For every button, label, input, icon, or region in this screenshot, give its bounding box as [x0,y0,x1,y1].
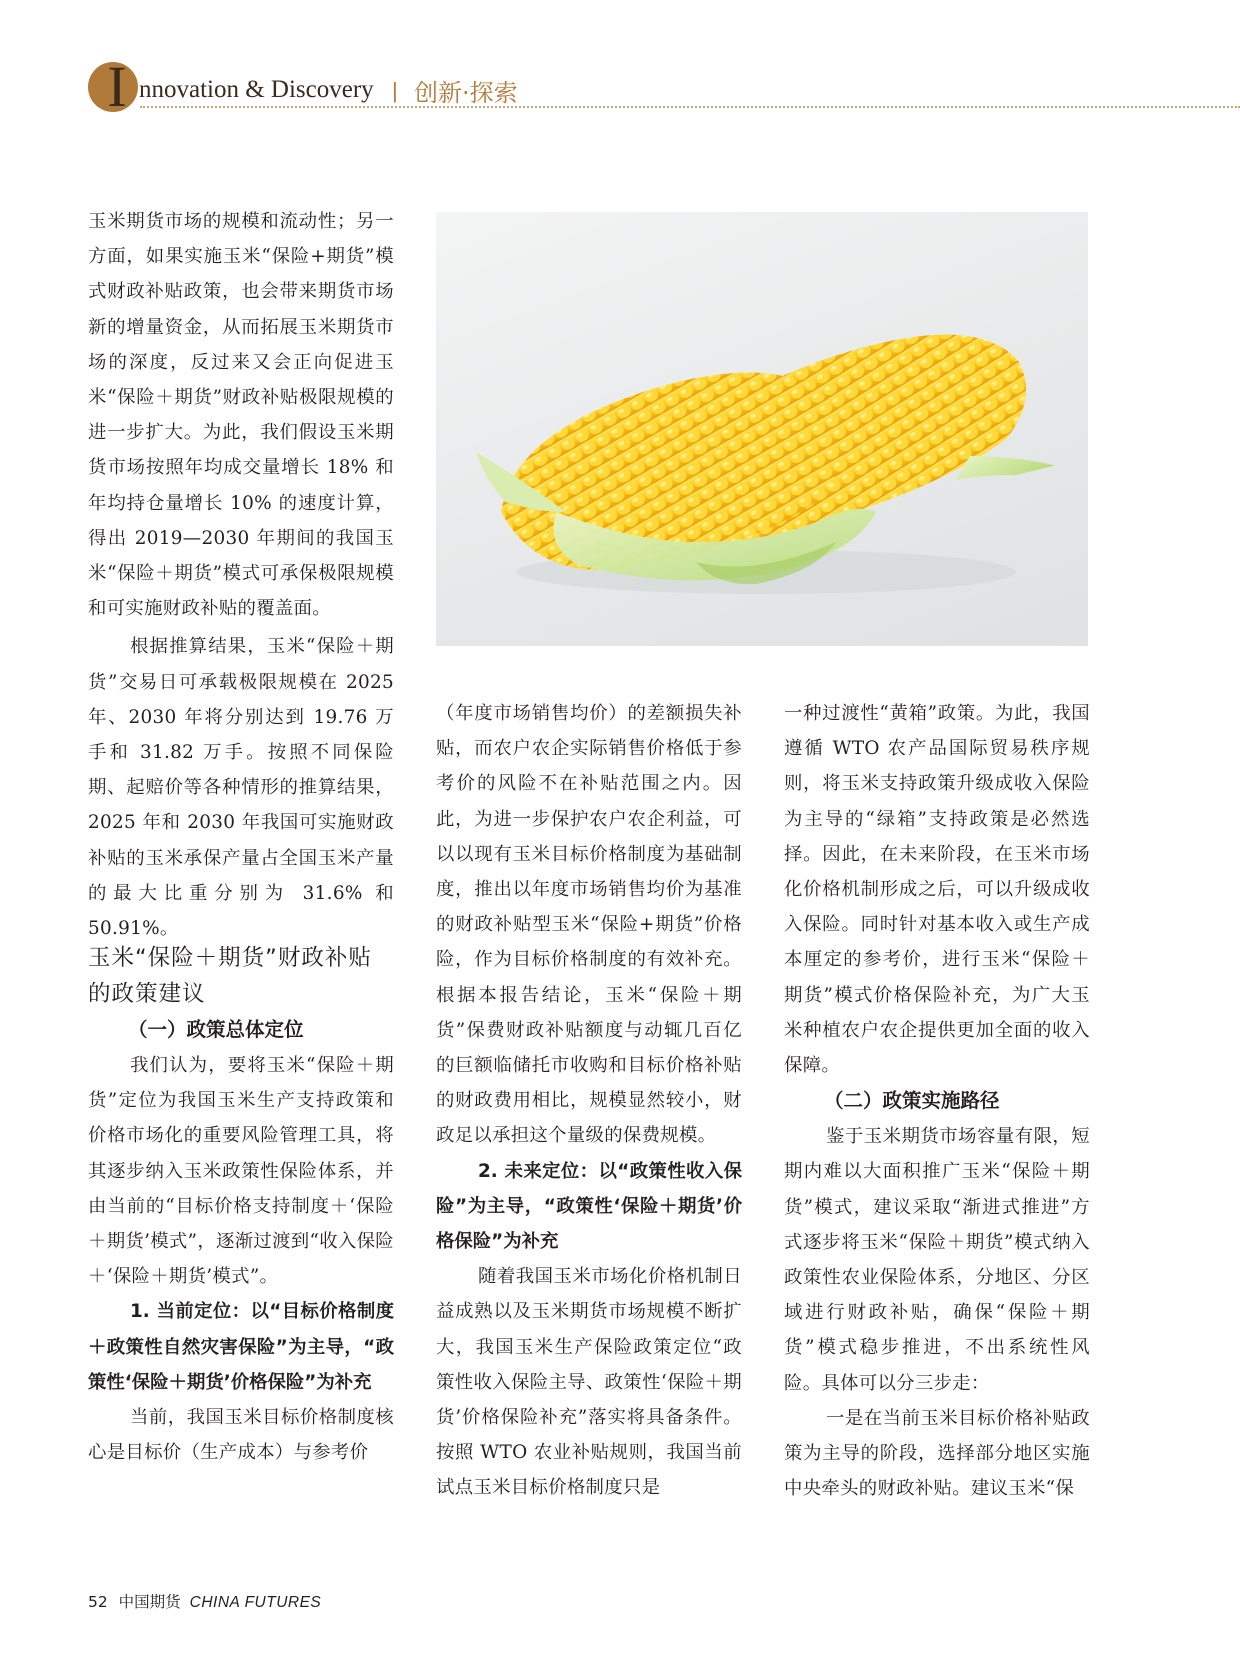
col2-paragraph-1: （年度市场销售均价）的差额损失补贴，而农户农企实际销售价格低于参考价的风险不在补贴范围之内。因此，为进一步保护农户农企利益，可以以现有玉米目标价格制度为基础制度，推出以年度市场销售均价为基准的财政补贴型玉米“保险+期货”价格险，作为目标价格制度的有效补充。根据本报告结论，玉米“保险＋期货”保费财政补贴额度与动辄几百亿的巨额临储托市收购和目标价格补贴的财政费用相比，规模显然较小，财政足以承担这个量级的保费规模。 [436,703,742,1147]
section-title: 玉米“保险＋期货”财政补贴的政策建议 [88,945,372,1007]
header-section-en: nnovation & Discovery [139,76,374,103]
header-initial: I [107,54,127,119]
col2-paragraph-2: 随着我国玉米市场化价格机制日益成熟以及玉米期货市场规模不断扩大，我国玉米生产保险政策定位“政策性收入保险主导、政策性‘保险＋期货’价格保险补充”落实将具备条件。按照 WTO 农业补贴规则，我国当前试点玉米目标价格制度只是 [436,1266,742,1499]
magazine-name-cn: 中国期货 [118,1593,181,1611]
magazine-name-en: CHINA FUTURES [189,1594,322,1611]
header-divider: | [392,78,398,103]
page-number: 52 [88,1593,108,1611]
subheading-future-positioning: 2. 未来定位：以“政策性收入保险”为主导，“政策性‘保险＋期货’价格保险”为补充 [436,1160,742,1253]
corn-cobs-photo-icon [436,212,1088,646]
col1-paragraph-1: 玉米期货市场的规模和流动性；另一方面，如果实施玉米“保险+期货”模式财政补贴政策，也会带来期货市场新的增量资金，从而拓展玉米期货市场的深度，反过来又会正向促进玉米“保险＋期货”财政补贴极限规模的进一步扩大。为此，我们假设玉米期货市场按照年均成交量增长 18% 和年均持仓量增长 10% 的速度计算，得出 2019—2030 年期间的我国玉米“保险＋期货”模式可承保极限规模和可实施财政补贴的覆盖面。 [88,211,394,620]
header-dotted-rule [140,106,1240,108]
section-block [88,940,394,1470]
text-column-1 [88,204,394,946]
col1-paragraph-4: 当前，我国玉米目标价格制度核心是目标价（生产成本）与参考价 [88,1407,394,1464]
subsection-title-1: （一）政策总体定位 [128,1018,304,1041]
col3-paragraph-3: 一是在当前玉米目标价格补贴政策为主导的阶段，选择部分地区实施中央牵头的财政补贴。建议玉米“保 [784,1407,1090,1500]
col3-paragraph-1: 一种过渡性“黄箱”政策。为此，我国遵循 WTO 农产品国际贸易秩序规则，将玉米支持政策升级成收入保险为主导的“绿箱”支持政策是必然选择。因此，在未来阶段，在玉米市场化价格机制形成之后，可以升级成收入保险。同时针对基本收入或生产成本厘定的参考价，进行玉米“保险＋期货”模式价格保险补充，为广大玉米种植农户农企提供更加全面的收入保障。 [784,703,1090,1077]
text-column-2 [436,696,742,1506]
corn-photo [436,212,1088,646]
col1-paragraph-3: 我们认为，要将玉米“保险＋期货”定位为我国玉米生产支持政策和价格市场化的重要风险管理工具，将其逐步纳入玉米政策性保险体系，并由当前的“目标价格支持制度＋‘保险＋期货’模式”，逐渐过渡到“收入保险＋‘保险＋期货’模式”。 [88,1055,394,1288]
header-section-cn: 创新·探索 [414,79,518,107]
subsection-title-2: （二）政策实施路径 [824,1089,1000,1113]
text-column-3 [784,696,1090,1506]
page-footer [88,1590,321,1612]
col1-paragraph-2: 根据推算结果，玉米“保险＋期货”交易日可承载极限规模在 2025 年、2030 年将分别达到 19.76 万手和 31.82 万手。按照不同保险期、起赔价等各种情形的推算结果，2025 年和 2030 年我国可实施财政补贴的玉米承保产量占全国玉米产量的最大比重分别为 31.6% 和 50.91%。 [88,636,394,940]
col3-paragraph-2: 鉴于玉米期货市场容量有限，短期内难以大面积推广玉米“保险＋期货”模式，建议采取“渐进式推进”方式逐步将玉米“保险＋期货”模式纳入政策性农业保险体系，分地区、分区域进行财政补贴，确保“保险＋期货”模式稳步推进，不出系统性风险。具体可以分三步走： [784,1126,1090,1394]
subheading-current-positioning: 1. 当前定位：以“目标价格制度＋政策性自然灾害保险”为主导，“政策性‘保险＋期货’价格保险”为补充 [88,1301,394,1393]
